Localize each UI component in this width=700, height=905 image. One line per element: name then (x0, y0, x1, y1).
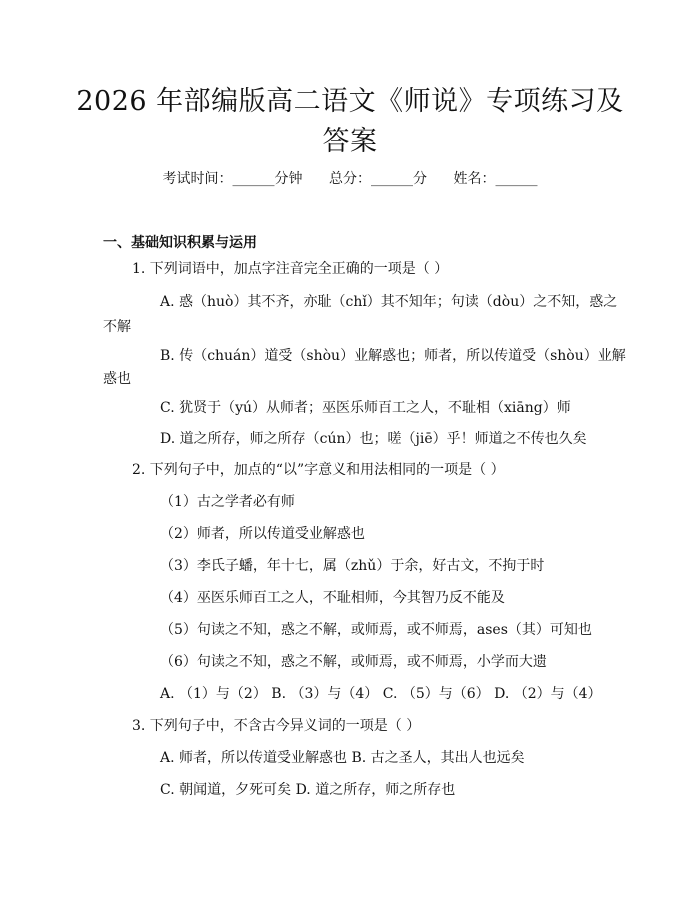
q2-item-1: （1）古之学者必有师 (160, 494, 295, 510)
q1-option-b-line2: 惑也 (103, 371, 131, 387)
q1-option-d: D. 道之所存，师之所存（cún）也；嗟（jiē）乎！师道之不传也久矣 (160, 431, 587, 447)
title-line-1: 2026 年部编版高二语文《师说》专项练习及 (76, 86, 624, 117)
q2-stem: 2. 下列句子中，加点的“以”字意义和用法相同的一项是（ ） (132, 462, 505, 478)
document-title (60, 82, 640, 162)
q2-item-2: （2）师者，所以传道受业解惑也 (160, 526, 365, 542)
q1-option-c: C. 犹贤于（yú）从师者；巫医乐师百工之人，不耻相（xiāng）师 (160, 400, 571, 416)
student-name: 姓名：______ (453, 171, 538, 187)
exam-time: 考试时间：______分钟 (162, 171, 303, 187)
exam-info (0, 168, 700, 188)
q1-stem: 1. 下列词语中，加点字注音完全正确的一项是（ ） (132, 261, 449, 277)
q2-item-6: （6）句读之不知，惑之不解，或师焉，或不师焉，小学而大遗 (160, 654, 547, 670)
q1-option-a-line1: A. 惑（huò）其不齐，亦耻（chǐ）其不知年；句读（dòu）之不知，惑之 (160, 294, 618, 310)
q2-item-4: （4）巫医乐师百工之人，不耻相师，今其智乃反不能及 (160, 590, 505, 606)
section-heading: 一、基础知识积累与运用 (103, 235, 257, 251)
q2-item-5: （5）句读之不知，惑之不解，或师焉，或不师焉，ases（其）可知也 (160, 622, 592, 638)
q1-option-a-line2: 不解 (103, 319, 131, 335)
q3-options-ab: A. 师者，所以传道受业解惑也 B. 古之圣人，其出人也远矣 (160, 750, 525, 766)
q2-item-3: （3）李氏子蟠，年十七，属（zhǔ）于余，好古文，不拘于时 (160, 558, 545, 574)
total-score: 总分：______分 (329, 171, 427, 187)
q1-option-b-line1: B. 传（chuán）道受（shòu）业解惑也；师者，所以传道受（shòu）业解 (160, 348, 626, 364)
title-line-2: 答案 (322, 126, 378, 157)
q3-stem: 3. 下列句子中，不含古今异义词的一项是（ ） (132, 718, 421, 734)
q3-options-cd: C. 朝闻道，夕死可矣 D. 道之所存，师之所存也 (160, 782, 456, 798)
q2-options: A. （1）与（2） B. （3）与（4） C. （5）与（6） D. （2）与（4） (160, 686, 602, 702)
